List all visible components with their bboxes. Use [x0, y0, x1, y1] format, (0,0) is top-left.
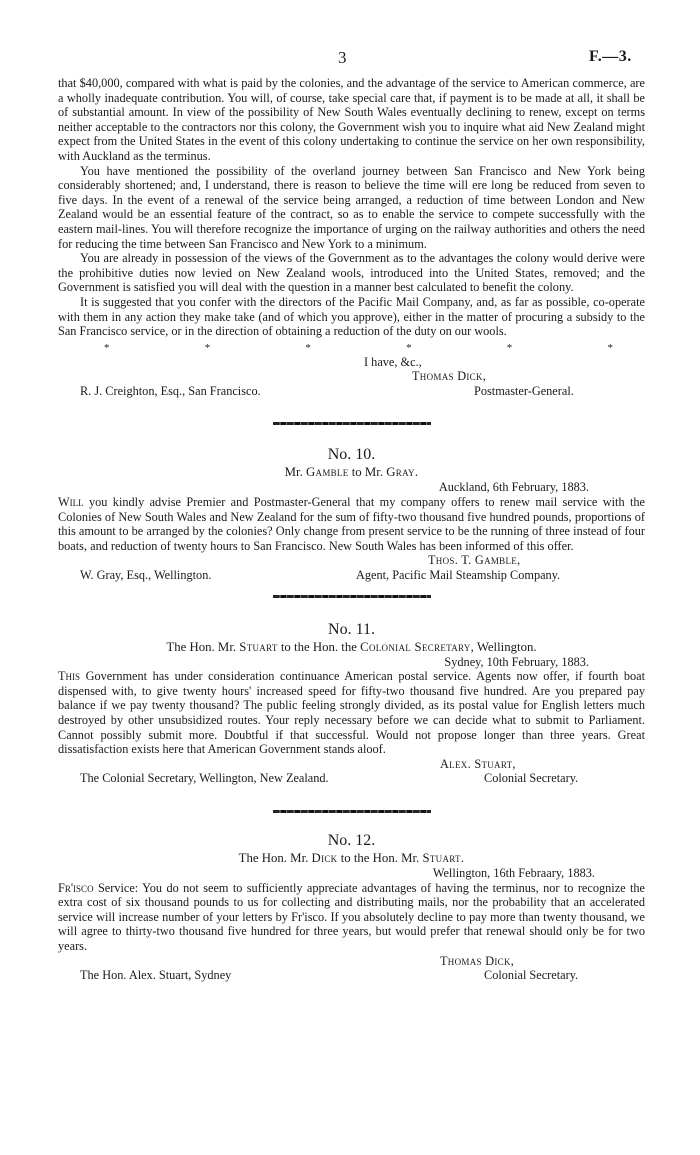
signature-block	[58, 355, 645, 399]
heading-to: Colonial Secretary	[360, 639, 471, 654]
signature-block	[58, 954, 645, 983]
heading-prefix: Mr.	[284, 465, 303, 480]
heading-mid: to the Hon. Mr.	[340, 850, 420, 865]
heading-prefix: The Hon. Mr.	[238, 850, 309, 865]
dateline: Wellington, 16th Febraary, 1883.	[432, 865, 595, 880]
section-divider	[58, 810, 645, 813]
paragraph: It is suggested that you confer with the directors of the Pacific Mail Company, and, as far as possible, co-operate with them in any action they make take (and of which you approve), either in the matter of procuring a subsidy to the San Francisco service, or in the direction of obtaining a reduction of the duty on our wools.	[58, 294, 645, 339]
heading-from: Stuart	[239, 639, 278, 654]
page-header	[0, 48, 700, 68]
closing: I have, &c.,	[364, 354, 422, 369]
omission-asterisks	[58, 341, 645, 355]
signatory: Alex. Stuart,	[440, 756, 516, 771]
heading-from: Dick	[311, 850, 338, 865]
body-text: Government has under consideration continuance American postal service. Agents now offer, if fourth boat dispensed with, to give twenty hours' increased speed for fifty-two thousand five hundred. Are you prepared pay balance if we pay twenty thousand? The public feeling strongly divided, as its postal value for English letters much destroyed by other unsubsidized routes. Your reply necessary before we can decide what to submit to Parliament. Cannot possibly submit more. Doubtful if that successful. Would not propose longer than three years. Great dissatisfaction exists here that American Government stands aloof.	[58, 669, 645, 757]
heading-suffix: , Wellington.	[470, 639, 537, 654]
page-number: 3	[338, 48, 347, 67]
asterisk: *	[406, 341, 412, 354]
letter-number: No. 12.	[327, 831, 376, 849]
addressee: The Hon. Alex. Stuart, Sydney	[80, 968, 232, 983]
asterisk: *	[305, 341, 311, 354]
letter-number: No. 10.	[327, 446, 376, 464]
dateline: Auckland, 6th February, 1883.	[438, 480, 589, 495]
document-reference: F.—3.	[589, 48, 632, 65]
letter-heading	[58, 640, 645, 655]
letter-11	[58, 620, 645, 786]
first-word: Will	[58, 495, 84, 510]
telegram-body	[58, 669, 645, 757]
letter-heading	[58, 465, 645, 480]
telegram-body	[58, 881, 645, 954]
dateline: Sydney, 10th February, 1883.	[444, 654, 589, 669]
paragraph: that $40,000, compared with what is paid by the colonies, and the advantage of the service to American commerce, are a wholly inadequate contribution. You will, of course, take special care that, if payment is to be made at all, it shall be of substantial amount. In view of the possibility of New South Wales eventually declining to renew, except on terms neither acceptable to the contractors nor this colony, the Government wish you to inquire what aid New Zealand might expect from the United States in the event of this colony undertaking to continue the service on her own responsibility, with Auckland as the terminus.	[58, 76, 645, 163]
body-text: Service: You do not seem to sufficiently appreciate advantages of having the terminus, nor to recognize the extra cost of six thousand pounds to us for collecting and distributing mails, nor the probability that an accelerated service will increase number of your letters by Fr'isco. If you absolutely decline to pay more than twenty thousand, we will agree to thirty-two thousand five hundred for three years, but would prefer that renewal should only be for two years.	[58, 880, 645, 953]
body-text: you kindly advise Premier and Postmaster-General that my company offers to renew mail service with the Colonies of New South Wales and New Zealand for the sum of fifty-two thousand five hundred pounds, proportions of this amount to be arranged by the colonies? Only change from present service to be the running of three instead of four boats, and reduction of twenty hours to San Francisco. New South Wales has been informed of this offer.	[58, 495, 645, 553]
signatory: Thomas Dick,	[412, 369, 487, 384]
letter-10	[58, 445, 645, 582]
heading-from: Gamble	[305, 465, 349, 480]
addressee: The Colonial Secretary, Wellington, New Zealand.	[80, 771, 329, 786]
asterisk: *	[506, 341, 513, 354]
section-divider	[58, 595, 645, 598]
signatory: Thomas Dick,	[440, 953, 515, 968]
signatory-title: Postmaster-General.	[474, 383, 574, 398]
first-word: Fr'isco	[58, 880, 94, 895]
asterisk: *	[607, 341, 613, 354]
letter-number: No. 11.	[328, 620, 375, 638]
signatory-title: Colonial Secretary.	[484, 771, 579, 786]
letter-heading	[58, 851, 645, 866]
paragraph: You have mentioned the possibility of the overland journey between San Francisco and New York being considerably shortened; and, I understand, there is reason to believe the time will ere long be reduced from seven to five days. In the event of a renewal of the service being arranged, a reduction of time between London and New Zealand would be an essential feature of the contract, so as to enable the service to compete successfully with the eastern mail-lines. You will therefore recognize the importance of urging on the railway authorities and others the need for reducing the time between San Francisco and New York to a minimum.	[58, 163, 645, 251]
heading-to: Stuart.	[422, 850, 465, 865]
asterisk: *	[204, 341, 211, 354]
signatory-title: Agent, Pacific Mail Steamship Company.	[356, 568, 561, 583]
paragraph: You are already in possession of the views of the Government as to the advantages the colony would derive were the prohibitive duties now levied on New Zealand wools, introduced into the United States, removed; and the Government is satisfied you will deal with the question in a manner best calculated to benefit the colony.	[58, 251, 645, 295]
document-body	[58, 76, 645, 983]
heading-mid: to the Hon. the	[280, 639, 357, 654]
heading-prefix: The Hon. Mr.	[166, 639, 237, 654]
signatory: Thos. T. Gamble,	[428, 553, 521, 568]
signature-block	[58, 553, 645, 582]
letter-9-continuation	[58, 76, 645, 398]
heading-mid: to Mr.	[351, 465, 384, 480]
letter-12	[58, 831, 645, 983]
addressee: R. J. Creighton, Esq., San Francisco.	[80, 383, 261, 398]
signature-block	[58, 757, 645, 786]
telegram-body	[58, 495, 645, 553]
section-divider	[58, 422, 645, 425]
addressee: W. Gray, Esq., Wellington.	[80, 568, 212, 583]
heading-to: Gray.	[386, 465, 419, 480]
first-word: This	[58, 669, 81, 684]
signatory-title: Colonial Secretary.	[484, 968, 579, 983]
asterisk: *	[104, 341, 110, 354]
